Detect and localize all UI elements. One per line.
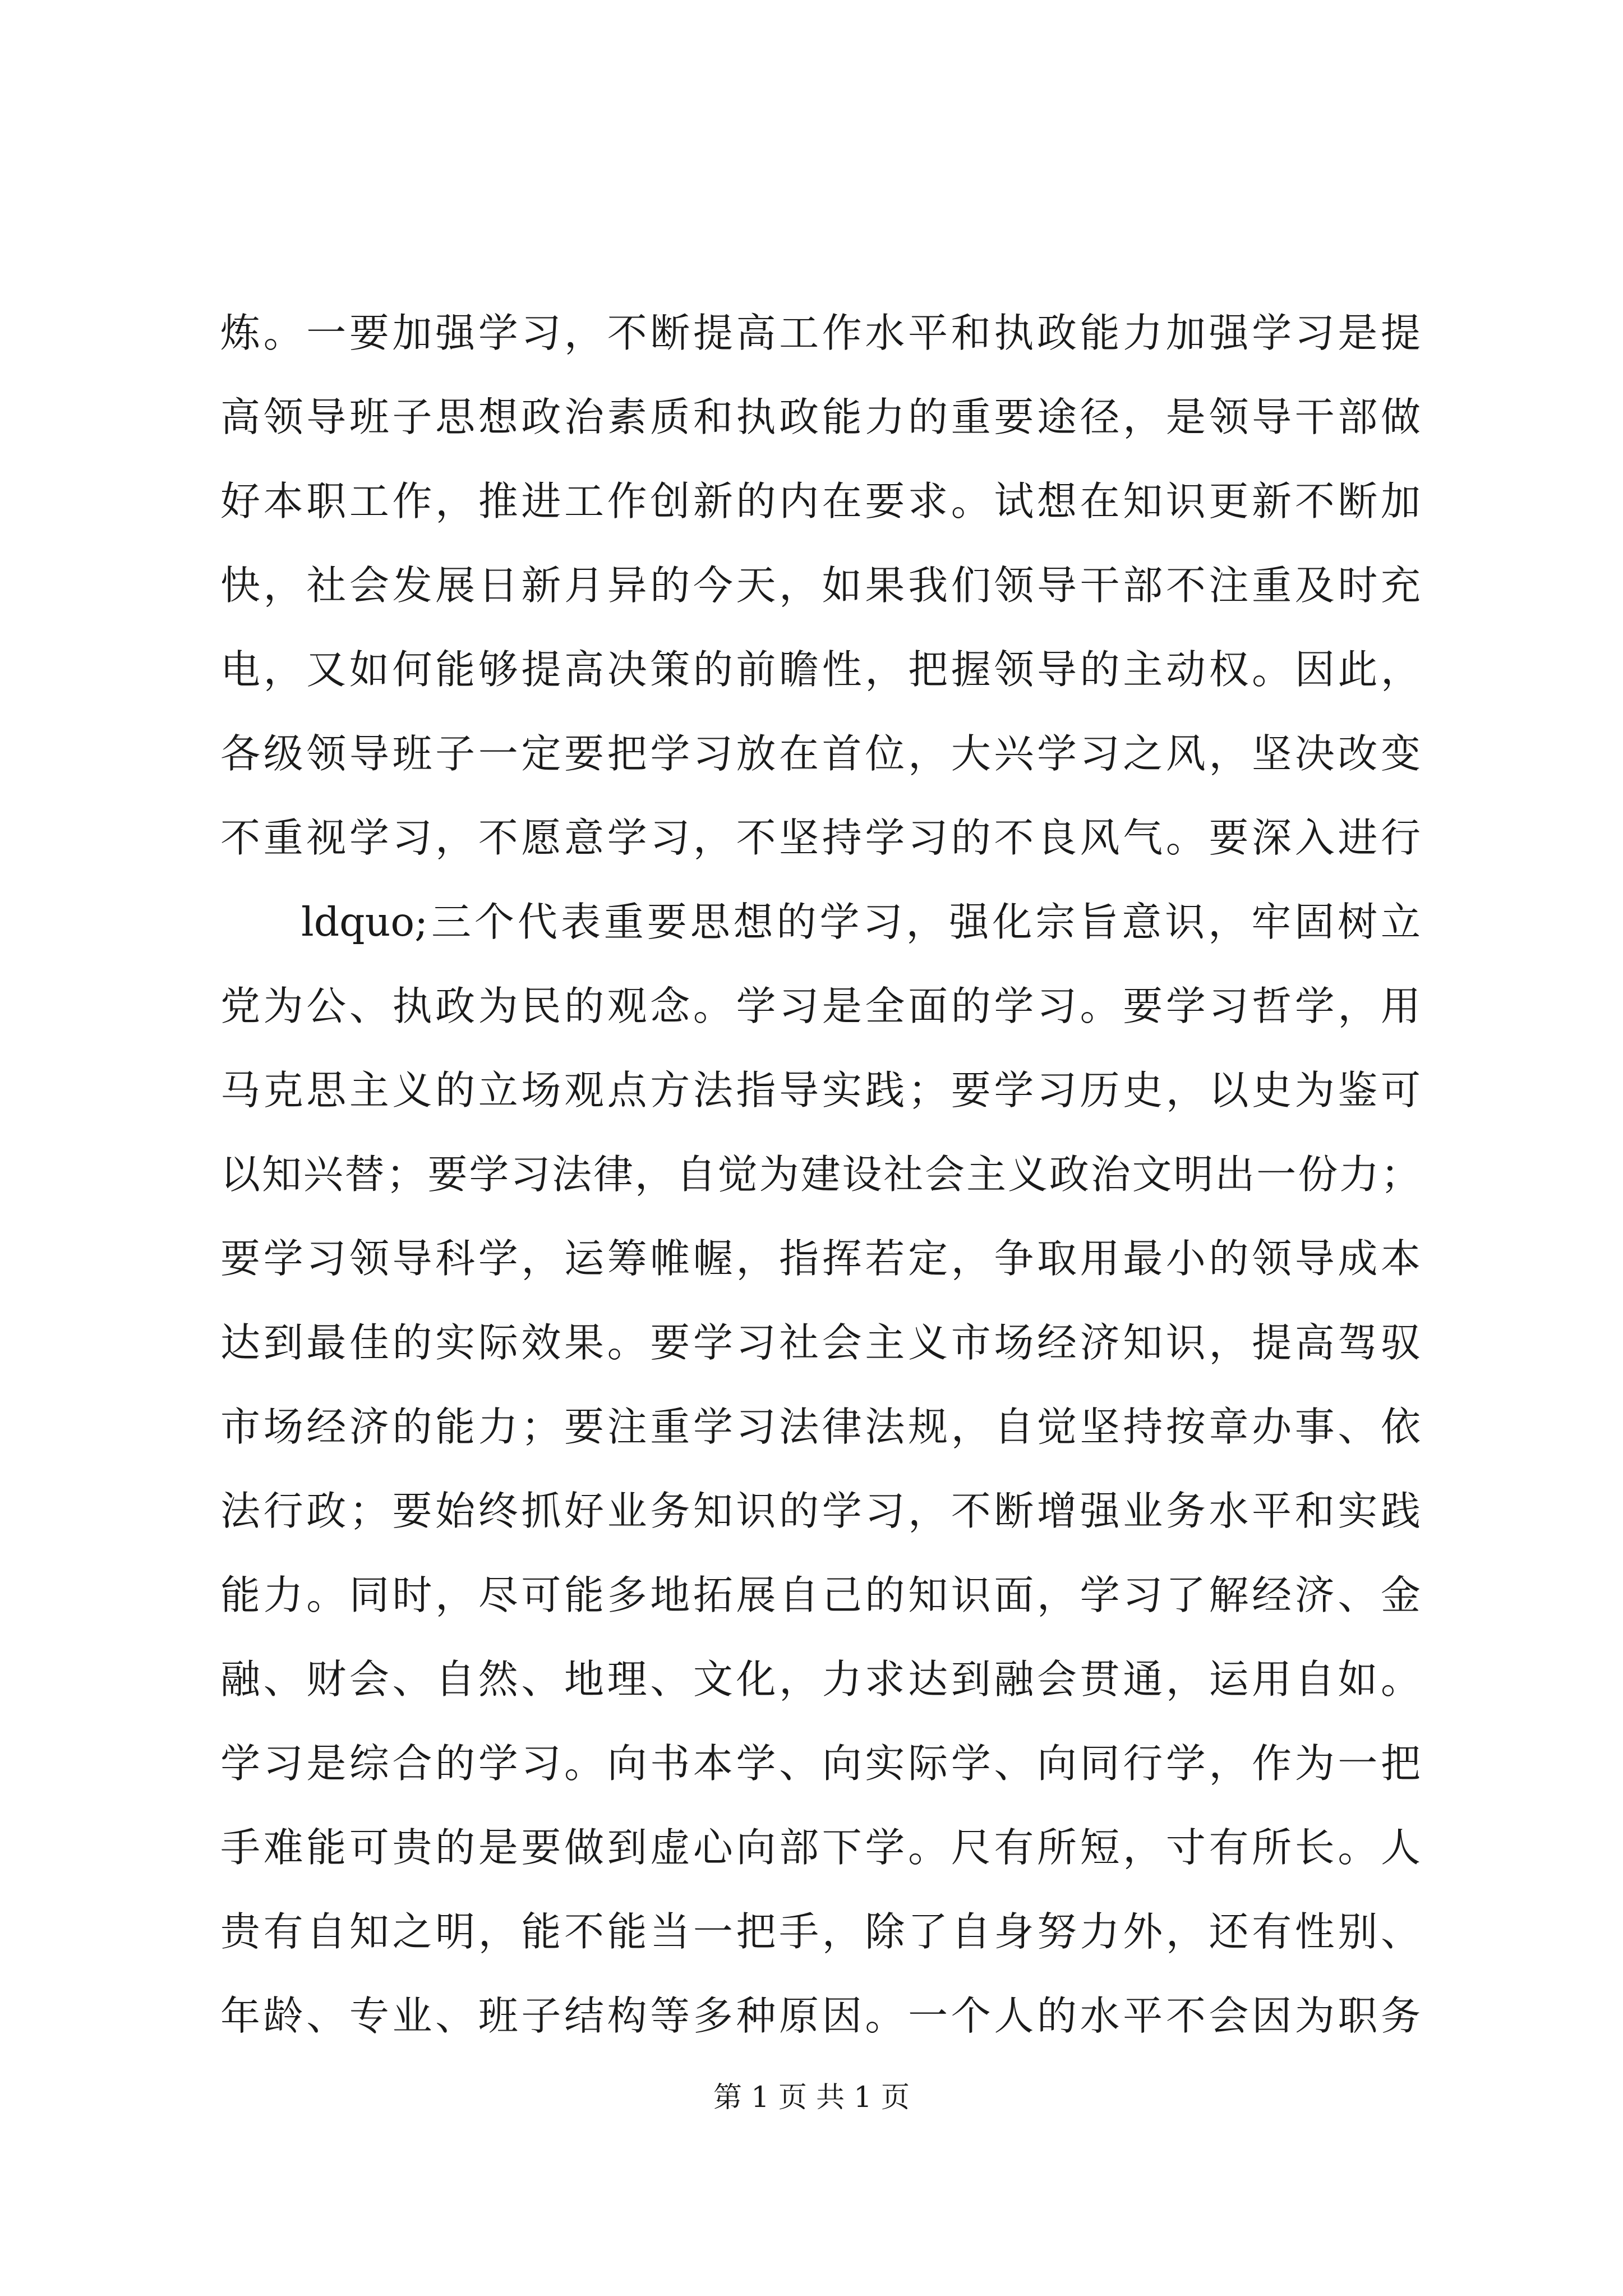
page-footer <box>0 2078 1623 2118</box>
text-line: 高领导班子思想政治素质和执政能力的重要途径，是领导干部做 <box>220 394 1421 440</box>
text-line: 以知兴替；要学习法律，自觉为建设社会主义政治文明出一份力； <box>220 1151 1421 1198</box>
text-line: 不重视学习，不愿意学习，不坚持学习的不良风气。要深入进行 <box>220 815 1421 861</box>
text-line: 党为公、执政为民的观念。学习是全面的学习。要学习哲学，用 <box>220 983 1421 1029</box>
text-line: 融、财会、自然、地理、文化，力求达到融会贯通，运用自如。 <box>220 1656 1421 1703</box>
text-line: 市场经济的能力；要注重学习法律法规，自觉坚持按章办事、依 <box>220 1404 1421 1450</box>
text-line: 要学习领导科学，运筹帷幄，指挥若定，争取用最小的领导成本 <box>220 1235 1421 1282</box>
page-number: 第 1 页 共 1 页 <box>713 2081 910 2114</box>
text-line: 法行政；要始终抓好业务知识的学习，不断增强业务水平和实践 <box>220 1488 1421 1534</box>
text-line: 手难能可贵的是要做到虚心向部下学。尺有所短，寸有所长。人 <box>220 1824 1421 1871</box>
text-line: 能力。同时，尽可能多地拓展自己的知识面，学习了解经济、金 <box>220 1572 1421 1618</box>
body-text <box>220 291 1421 2058</box>
text-line: 好本职工作，推进工作创新的内在要求。试想在知识更新不断加 <box>220 478 1421 524</box>
text-line: 炼。一要加强学习，不断提高工作水平和执政能力加强学习是提 <box>220 310 1421 356</box>
text-line: 各级领导班子一定要把学习放在首位，大兴学习之风，坚决改变 <box>220 730 1421 777</box>
text-line: 马克思主义的立场观点方法指导实践；要学习历史，以史为鉴可 <box>220 1067 1421 1114</box>
text-line: 学习是综合的学习。向书本学、向实际学、向同行学，作为一把 <box>220 1740 1421 1787</box>
text-line: 电，又如何能够提高决策的前瞻性，把握领导的主动权。因此， <box>220 646 1421 693</box>
text-line: 贵有自知之明，能不能当一把手，除了自身努力外，还有性别、 <box>220 1908 1421 1955</box>
text-line: 达到最佳的实际效果。要学习社会主义市场经济知识，提高驾驭 <box>220 1319 1421 1366</box>
text-line: ldquo;三个代表重要思想的学习，强化宗旨意识，牢固树立 <box>301 899 1421 945</box>
text-line: 年龄、专业、班子结构等多种原因。一个人的水平不会因为职务 <box>220 1993 1421 2039</box>
text-line: 快，社会发展日新月异的今天，如果我们领导干部不注重及时充 <box>220 562 1421 609</box>
